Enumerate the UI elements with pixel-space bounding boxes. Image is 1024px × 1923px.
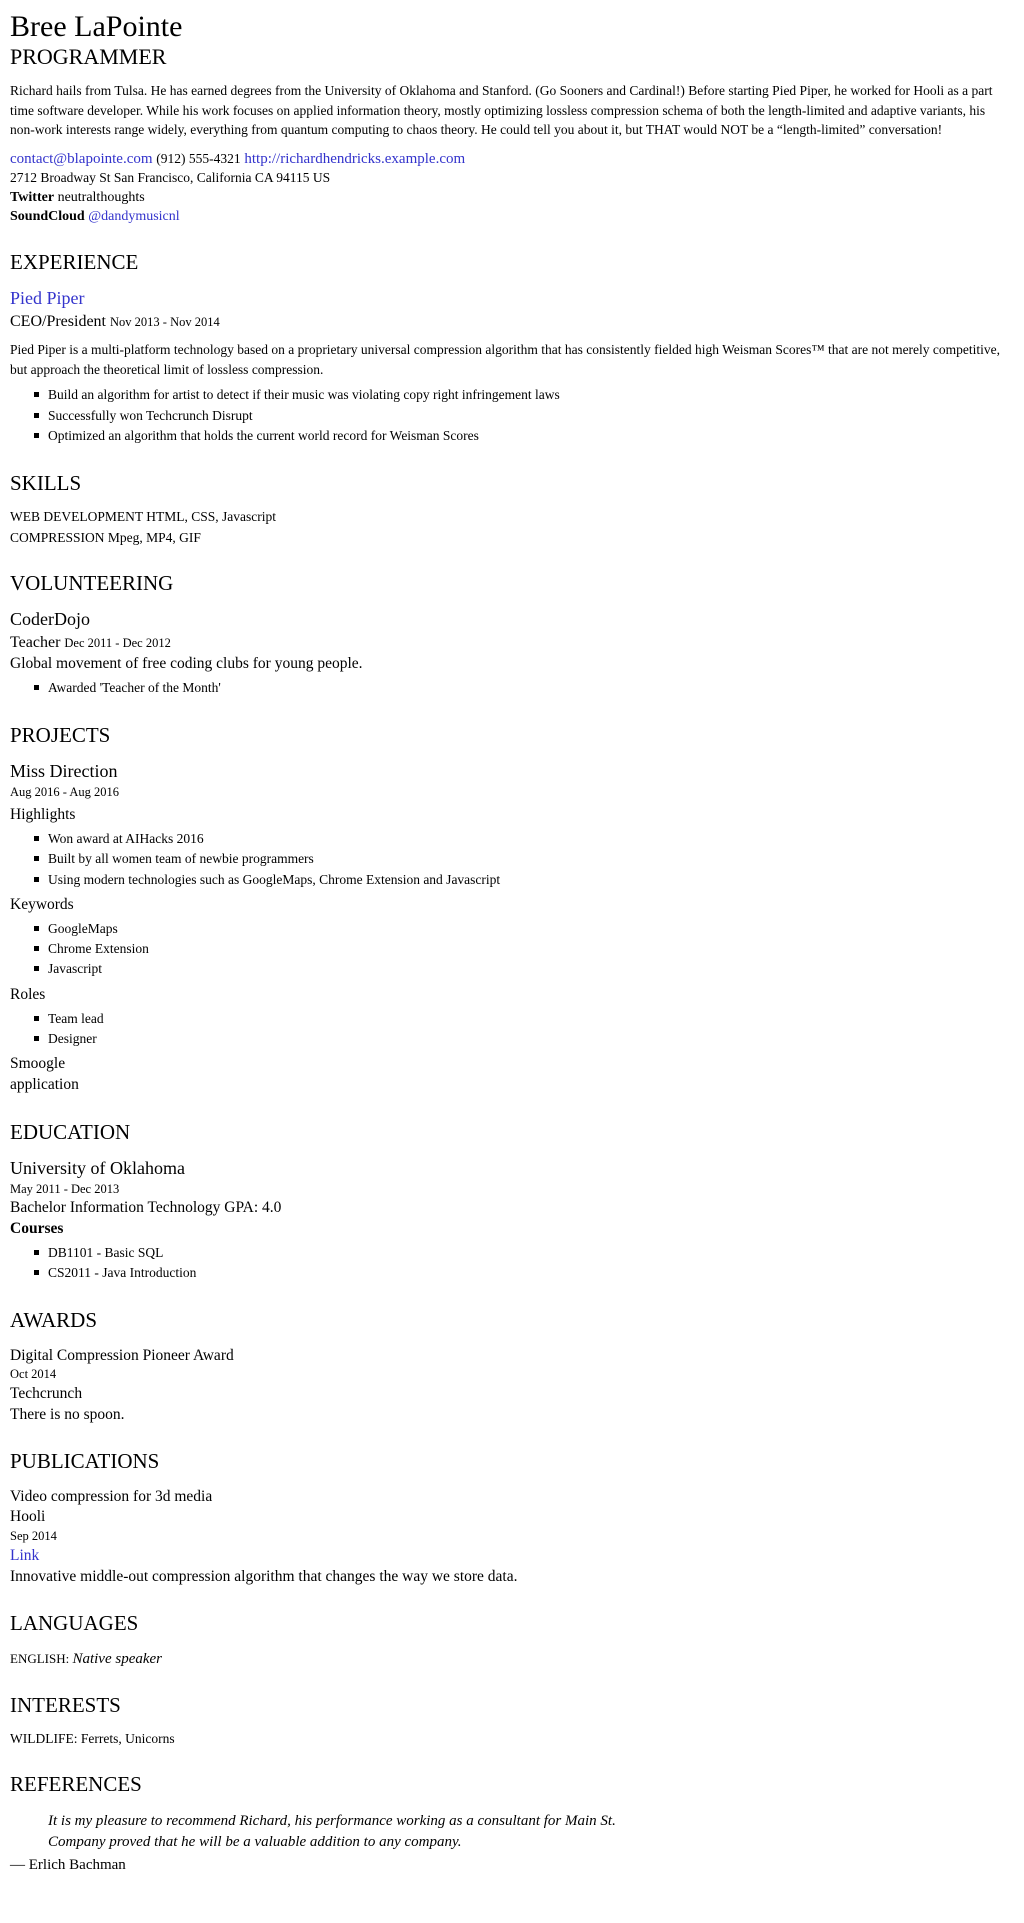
- publication-publisher: Hooli: [10, 1508, 46, 1526]
- list-item: DB1101 - Basic SQL: [48, 1243, 1014, 1263]
- list-item: Chrome Extension: [48, 939, 1014, 959]
- project-highlights: [10, 829, 1014, 890]
- work-company-link[interactable]: Pied Piper: [10, 287, 85, 308]
- list-item: Won award at AIHacks 2016: [48, 829, 1014, 849]
- project-type: application: [10, 1075, 79, 1093]
- project-keywords-label: Keywords: [10, 895, 74, 913]
- reference-quote: It is my pleasure to recommend Richard, his performance working as a consultant for Main St. Company proved that he will be a valuable addition to any company.: [48, 1812, 616, 1851]
- education-courses: [10, 1243, 1014, 1284]
- work-company[interactable]: [10, 288, 1014, 310]
- volunteer-dates: Dec 2011 - Dec 2012: [64, 636, 171, 651]
- education-study: Bachelor Information Technology GPA: 4.0: [10, 1199, 282, 1217]
- project-entity: Smoogle: [10, 1055, 66, 1072]
- list-item: Successfully won Techcrunch Disrupt: [48, 406, 1014, 426]
- volunteer-organization: CoderDojo: [10, 609, 90, 630]
- section-heading-interests: INTERESTS: [10, 1692, 121, 1717]
- work-summary: Pied Piper is a multi-platform technology based on a proprietary universal compression algorithm that has consistently fielded high Weisman Scores™ that are not merely competitive, but approach the theoretical limit of lossless compression.: [10, 342, 1001, 377]
- volunteer-position-line: [10, 633, 1014, 653]
- section-heading-languages: LANGUAGES: [10, 1611, 139, 1636]
- skill-name: WEB DEVELOPMENT: [10, 509, 143, 525]
- skill-keywords: HTML, CSS, Javascript: [146, 509, 276, 525]
- summary-text: Richard hails from Tulsa. He has earned degrees from the University of Oklahoma and Stanford. (Go Sooners and Cardinal!) Before starting Pied Piper, he worked for Hooli as a part time software developer. While his work focuses on applied information theory, mostly optimizing lossless compression schema of both the length-limited and adaptive variants, his non-work interests range widely, everything from quantum computing to chaos theory. He could tell you about it, but THAT would NOT be a “length-limited” conversation!: [10, 83, 993, 138]
- project-highlights-label: Highlights: [10, 806, 76, 824]
- section-heading-education: EDUCATION: [10, 1119, 131, 1144]
- job-label: PROGRAMMER: [10, 44, 167, 69]
- work-dates: Nov 2013 - Nov 2014: [110, 314, 220, 329]
- section-heading-projects: PROJECTS: [10, 722, 111, 747]
- profile-soundcloud: [10, 208, 1014, 225]
- interest-name: WILDLIFE:: [10, 1730, 78, 1746]
- list-item: Built by all women team of newbie programmers: [48, 849, 1014, 869]
- website-link[interactable]: http://richardhendricks.example.com: [244, 150, 466, 167]
- list-item: GoogleMaps: [48, 919, 1014, 939]
- profile-username: neutralthoughts: [57, 189, 145, 205]
- award-date: Oct 2014: [10, 1367, 57, 1382]
- section-heading-awards: AWARDS: [10, 1308, 97, 1333]
- list-item: Javascript: [48, 959, 1014, 979]
- page-title: Bree LaPointe: [10, 10, 183, 43]
- skill-name: COMPRESSION: [10, 529, 105, 545]
- section-heading-volunteering: VOLUNTEERING: [10, 571, 174, 596]
- email-link[interactable]: contact@blapointe.com: [10, 150, 153, 167]
- project-dates: Aug 2016 - Aug 2016: [10, 785, 120, 800]
- list-item: Designer: [48, 1029, 1014, 1049]
- section-heading-publications: PUBLICATIONS: [10, 1449, 160, 1474]
- section-heading-references: REFERENCES: [10, 1772, 142, 1797]
- list-item: Optimized an algorithm that holds the current world record for Weisman Scores: [48, 426, 1014, 446]
- skill-row: [10, 509, 1014, 525]
- award-title: Digital Compression Pioneer Award: [10, 1346, 234, 1364]
- language-name: ENGLISH:: [10, 1650, 70, 1666]
- profile-twitter: [10, 189, 1014, 206]
- publication-date: Sep 2014: [10, 1529, 57, 1544]
- publication-name: Video compression for 3d media: [10, 1487, 213, 1505]
- publication-link-anchor[interactable]: Link: [10, 1546, 40, 1564]
- address-text: 2712 Broadway St San Francisco, California CA 94115 US: [10, 170, 331, 186]
- project-roles-label: Roles: [10, 985, 46, 1003]
- volunteer-summary: Global movement of free coding clubs for young people.: [10, 654, 363, 672]
- education-dates: May 2011 - Dec 2013: [10, 1181, 120, 1196]
- volunteer-position: Teacher: [10, 634, 61, 652]
- profile-network-label: SoundCloud: [10, 208, 85, 224]
- project-name: Miss Direction: [10, 761, 118, 782]
- award-awarder: Techcrunch: [10, 1384, 83, 1402]
- list-item: Build an algorithm for artist to detect if their music was violating copy right infringement laws: [48, 385, 1014, 405]
- award-summary: There is no spoon.: [10, 1405, 125, 1423]
- list-item: Team lead: [48, 1009, 1014, 1029]
- volunteer-highlights: [10, 678, 1014, 698]
- contact-line: [10, 150, 1014, 168]
- section-heading-skills: SKILLS: [10, 471, 82, 496]
- publication-link[interactable]: [10, 1547, 1014, 1566]
- skill-row: [10, 530, 1014, 546]
- profile-username-link[interactable]: @dandymusicnl: [88, 208, 180, 224]
- list-item: Using modern technologies such as GoogleMaps, Chrome Extension and Javascript: [48, 870, 1014, 890]
- list-item: CS2011 - Java Introduction: [48, 1263, 1014, 1283]
- interest-keywords: Ferrets, Unicorns: [80, 1730, 175, 1746]
- work-position-line: [10, 312, 1014, 332]
- project-roles: [10, 1009, 1014, 1050]
- interest-row: [10, 1731, 1014, 1747]
- reference-author: — Erlich Bachman: [10, 1857, 126, 1873]
- phone-text: (912) 555-4321: [156, 150, 241, 166]
- language-fluency: Native speaker: [72, 1650, 163, 1667]
- publication-summary: Innovative middle-out compression algorithm that changes the way we store data.: [10, 1567, 518, 1585]
- language-row: [10, 1650, 1014, 1668]
- education-courses-label: Courses: [10, 1220, 64, 1238]
- list-item: Awarded 'Teacher of the Month': [48, 678, 1014, 698]
- education-institution: University of Oklahoma: [10, 1157, 185, 1178]
- profile-network-label: Twitter: [10, 189, 55, 205]
- work-highlights: [10, 385, 1014, 446]
- project-keywords: [10, 919, 1014, 980]
- work-position: CEO/President: [10, 312, 106, 330]
- skill-keywords: Mpeg, MP4, GIF: [107, 529, 201, 545]
- section-heading-experience: EXPERIENCE: [10, 249, 139, 274]
